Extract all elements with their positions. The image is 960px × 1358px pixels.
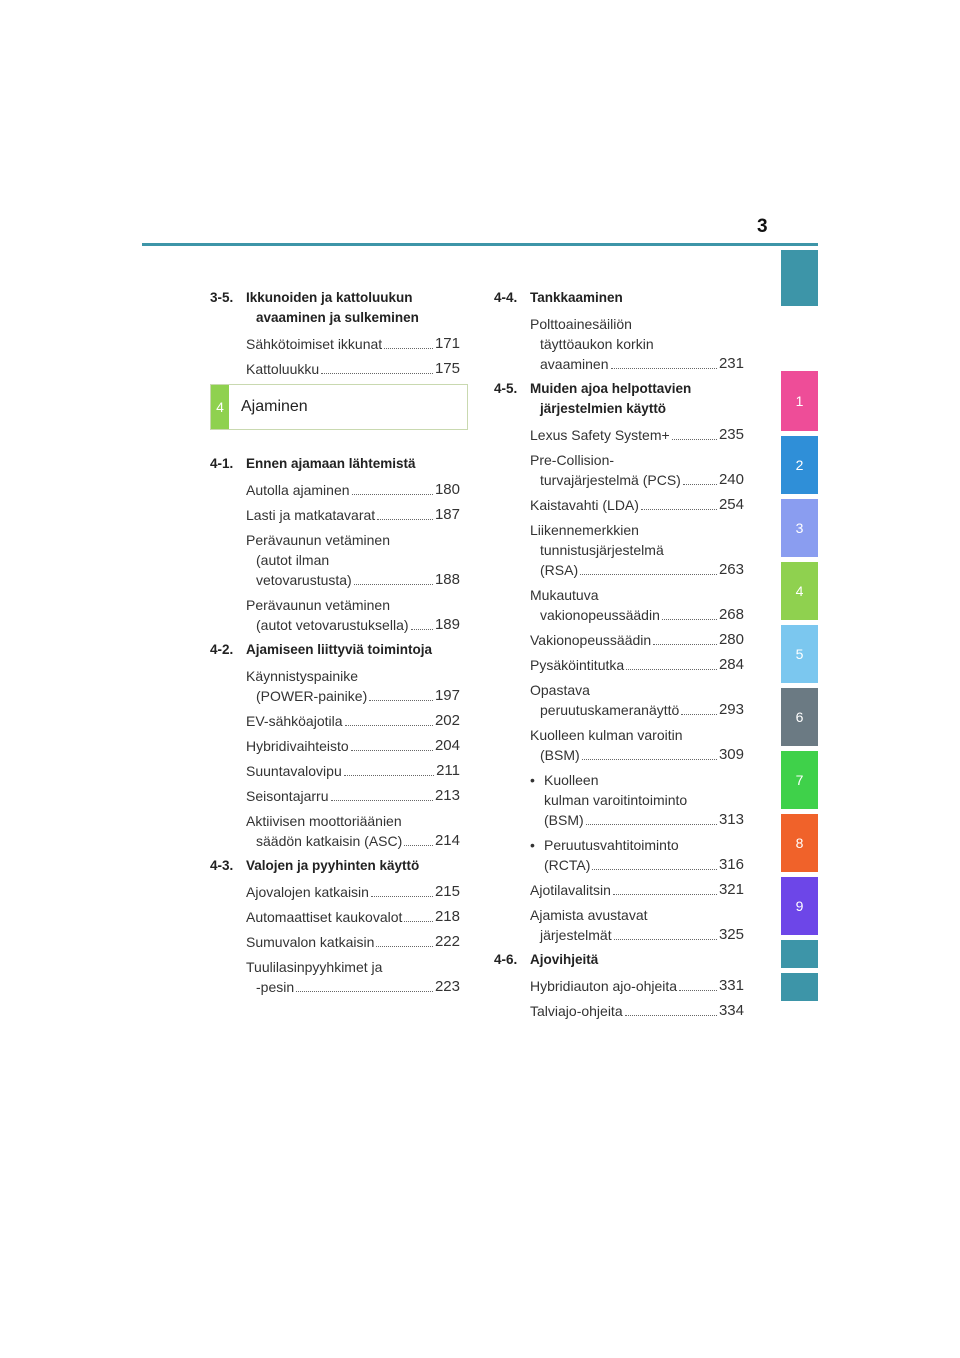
section-number: 4-3.: [210, 858, 234, 873]
page-ref: 222: [434, 933, 460, 950]
page-ref: 211: [436, 762, 460, 779]
toc-entry[interactable]: [494, 680, 744, 720]
chapter-tab-6[interactable]: 6: [781, 688, 818, 746]
leader-dots: [672, 439, 717, 440]
section-heading[interactable]: [210, 856, 460, 876]
bullet-marker: •: [530, 772, 535, 788]
toc-entry[interactable]: [210, 359, 460, 379]
leader-dots: [613, 894, 717, 895]
leader-dots: [296, 991, 433, 992]
section-heading[interactable]: [494, 379, 744, 419]
toc-left-column: [210, 288, 460, 1002]
toc-entry[interactable]: [494, 1001, 744, 1021]
entry-title-cont: vakionopeussäädin: [540, 607, 660, 623]
toc-entry[interactable]: [210, 595, 460, 635]
entry-title: Opastava: [530, 682, 590, 698]
page-ref: 240: [718, 471, 744, 488]
entry-title: Seisontajarru: [246, 788, 329, 804]
leader-dots: [625, 1015, 717, 1016]
entry-title: Hybridiauton ajo-ohjeita: [530, 978, 678, 994]
bullet-marker: •: [530, 837, 535, 853]
section-title: Valojen ja pyyhinten käyttö: [246, 858, 420, 873]
section-heading[interactable]: [494, 288, 744, 308]
entry-title: Aktiivisen moottoriäänien: [246, 813, 402, 829]
leader-dots: [411, 629, 433, 630]
toc-entry[interactable]: [494, 314, 744, 374]
page-ref: 235: [718, 426, 744, 443]
leader-dots: [679, 990, 717, 991]
page-ref: 180: [434, 481, 460, 498]
leader-dots: [641, 509, 717, 510]
entry-title: Peruutusvahtitoiminto: [544, 837, 679, 853]
page-ref: 215: [434, 883, 460, 900]
entry-title-cont: tunnistusjärjestelmä: [540, 542, 664, 558]
toc-entry[interactable]: [210, 711, 460, 731]
entry-title-cont: vetovarustusta): [256, 572, 352, 588]
entry-title: Tuulilasinpyyhkimet ja: [246, 959, 383, 975]
leader-dots: [626, 669, 717, 670]
leader-dots: [344, 775, 434, 776]
page-ref: 202: [434, 712, 460, 729]
page-ref: 309: [718, 746, 744, 763]
page-ref: 254: [718, 496, 744, 513]
toc-right-column: [494, 288, 744, 1026]
entry-title: EV-sähköajotila: [246, 713, 343, 729]
entry-title: Automaattiset kaukovalot: [246, 909, 403, 925]
entry-title: Hybridivaihteisto: [246, 738, 349, 754]
leader-dots: [681, 714, 717, 715]
page-ref: 263: [718, 561, 744, 578]
chapter-tab-1[interactable]: 1: [781, 371, 818, 431]
toc-entry[interactable]: [494, 976, 744, 996]
chapter-tab-4[interactable]: 4: [781, 562, 818, 620]
entry-title-cont: kulman varoitintoiminto: [544, 792, 688, 808]
chapter-title: Ajaminen: [241, 398, 308, 415]
leader-dots: [683, 484, 717, 485]
toc-entry[interactable]: [210, 882, 460, 902]
page-ref: 293: [718, 701, 744, 718]
section-number: 4-5.: [494, 381, 518, 396]
chapter-tab-5[interactable]: 5: [781, 625, 818, 683]
entry-title: Kattoluukku: [246, 361, 320, 377]
section-number: 4-1.: [210, 456, 234, 471]
chapter-tab-2[interactable]: 2: [781, 436, 818, 494]
leader-dots: [352, 494, 433, 495]
section-title-cont: järjestelmien käyttö: [540, 401, 667, 416]
chapter-tab-3[interactable]: 3: [781, 499, 818, 557]
entry-title-cont: (autot vetovarustuksella): [256, 617, 409, 633]
toc-entry[interactable]: [210, 736, 460, 756]
leader-dots: [351, 750, 433, 751]
leader-dots: [582, 759, 717, 760]
entry-title: Käynnistyspainike: [246, 668, 359, 684]
section-title: Muiden ajoa helpottavien: [530, 381, 692, 396]
page-ref: 280: [718, 631, 744, 648]
section-title: Ennen ajamaan lähtemistä: [246, 456, 416, 471]
leader-dots: [404, 845, 433, 846]
leader-dots: [369, 700, 433, 701]
page-ref: 325: [718, 926, 744, 943]
page-ref: 331: [718, 977, 744, 994]
entry-title-cont: (BSM): [544, 812, 584, 828]
toc-entry[interactable]: [494, 725, 744, 765]
entry-title: Kuolleen: [544, 772, 599, 788]
page-ref: 214: [434, 832, 460, 849]
section-number: 4-4.: [494, 290, 518, 305]
leader-dots: [371, 896, 433, 897]
leader-dots: [662, 619, 717, 620]
section-heading[interactable]: [210, 288, 460, 328]
page-ref: 171: [434, 335, 460, 352]
toc-entry[interactable]: [210, 666, 460, 706]
entry-title: Ajovalojen katkaisin: [246, 884, 369, 900]
page-ref: 175: [434, 360, 460, 377]
toc-entry[interactable]: [210, 907, 460, 927]
leader-dots: [580, 574, 717, 575]
entry-title: Ajamista avustavat: [530, 907, 648, 923]
page-ref: 188: [434, 571, 460, 588]
entry-title-cont: peruutuskameranäyttö: [540, 702, 680, 718]
page-ref: 204: [434, 737, 460, 754]
entry-title-cont: täyttöaukon korkin: [540, 336, 654, 352]
leader-dots: [592, 869, 717, 870]
toc-entry[interactable]: [494, 880, 744, 900]
entry-title: Kuolleen kulman varoitin: [530, 727, 683, 743]
toc-entry[interactable]: [494, 520, 744, 580]
section-number: 3-5.: [210, 290, 234, 305]
chapter-tab-7[interactable]: 7: [781, 751, 818, 809]
entry-title-cont: (BSM): [540, 747, 580, 763]
entry-title-cont: (RCTA): [544, 857, 591, 873]
section-title: Ajamiseen liittyviä toimintoja: [246, 642, 433, 657]
leader-dots: [611, 368, 717, 369]
section-title-cont: avaaminen ja sulkeminen: [256, 310, 419, 325]
toc-entry[interactable]: [210, 811, 460, 851]
chapter-tab-8[interactable]: 8: [781, 814, 818, 872]
toc-entry[interactable]: [494, 630, 744, 650]
page-ref: 223: [434, 978, 460, 995]
toc-entry[interactable]: [210, 761, 460, 781]
toc-subentry[interactable]: [494, 835, 744, 875]
toc-entry[interactable]: [210, 480, 460, 500]
toc-entry[interactable]: [494, 655, 744, 675]
toc-entry[interactable]: [210, 530, 460, 590]
entry-title: Sumuvalon katkaisin: [246, 934, 375, 950]
entry-title: Ajotilavalitsin: [530, 882, 611, 898]
header-rule: [142, 243, 818, 246]
page-ref: 334: [718, 1002, 744, 1019]
entry-title-cont: -pesin: [256, 979, 295, 995]
leader-dots: [331, 800, 433, 801]
entry-title: Perävaunun vetäminen: [246, 532, 390, 548]
page-ref: 316: [718, 856, 744, 873]
leader-dots: [586, 824, 717, 825]
section-number: 4-2.: [210, 642, 234, 657]
toc-entry[interactable]: [494, 495, 744, 515]
leader-dots: [614, 939, 717, 940]
entry-title: Lasti ja matkatavarat: [246, 507, 376, 523]
leader-dots: [354, 584, 433, 585]
page-ref: 187: [434, 506, 460, 523]
entry-title: Autolla ajaminen: [246, 482, 350, 498]
leader-dots: [345, 725, 433, 726]
entry-title: Sähkötoimiset ikkunat: [246, 336, 383, 352]
toc-entry[interactable]: [210, 957, 460, 997]
chapter-tab-blank[interactable]: [781, 940, 818, 968]
page-ref: 231: [718, 355, 744, 372]
entry-title: Pre-Collision-: [530, 452, 615, 468]
entry-title-cont: (POWER-painike): [256, 688, 368, 704]
chapter-tab-9[interactable]: 9: [781, 877, 818, 935]
entry-title: Liikennemerkkien: [530, 522, 639, 538]
entry-title: Pysäköintitutka: [530, 657, 625, 673]
section-heading[interactable]: [210, 640, 460, 660]
entry-title: Lexus Safety System+: [530, 427, 670, 443]
page-ref: 268: [718, 606, 744, 623]
entry-title-cont: avaaminen: [540, 356, 609, 372]
chapter-heading-box[interactable]: [210, 384, 468, 430]
page-ref: 313: [718, 811, 744, 828]
entry-title-cont: järjestelmät: [540, 927, 612, 943]
page-ref: 218: [434, 908, 460, 925]
chapter-tab-blank[interactable]: [781, 973, 818, 1001]
toc-entry[interactable]: [210, 932, 460, 952]
entry-title: Mukautuva: [530, 587, 599, 603]
section-heading[interactable]: [210, 454, 460, 474]
leader-dots: [404, 921, 433, 922]
entry-title-cont: (autot ilman: [256, 552, 330, 568]
toc-entry[interactable]: [494, 450, 744, 490]
page-ref: 197: [434, 687, 460, 704]
entry-title-cont: (RSA): [540, 562, 579, 578]
entry-title: Vakionopeussäädin: [530, 632, 652, 648]
chapter-tab-blank[interactable]: [781, 250, 818, 306]
section-title: Ajovihjeitä: [530, 952, 599, 967]
toc-entry[interactable]: [210, 786, 460, 806]
toc-subentry[interactable]: [494, 770, 744, 830]
toc-entry[interactable]: [210, 505, 460, 525]
leader-dots: [377, 519, 433, 520]
chapter-number-chip: 4: [211, 385, 229, 429]
page-ref: 284: [718, 656, 744, 673]
page-number: 3: [757, 216, 768, 237]
page-ref: 321: [718, 881, 744, 898]
page-ref: 213: [434, 787, 460, 804]
entry-title: Kaistavahti (LDA): [530, 497, 639, 513]
leader-dots: [321, 373, 433, 374]
leader-dots: [384, 348, 433, 349]
entry-title-cont: säädön katkaisin (ASC): [256, 833, 403, 849]
toc-entry[interactable]: [210, 334, 460, 354]
entry-title: Perävaunun vetäminen: [246, 597, 390, 613]
section-heading[interactable]: [494, 950, 744, 970]
page-ref: 189: [434, 616, 460, 633]
section-number: 4-6.: [494, 952, 518, 967]
entry-title: Talviajo-ohjeita: [530, 1003, 623, 1019]
entry-title: Polttoainesäiliön: [530, 316, 632, 332]
section-title: Tankkaaminen: [530, 290, 623, 305]
toc-entry[interactable]: [494, 585, 744, 625]
toc-entry[interactable]: [494, 905, 744, 945]
leader-dots: [653, 644, 717, 645]
entry-title: Suuntavalovipu: [246, 763, 342, 779]
section-title: Ikkunoiden ja kattoluukun: [246, 290, 413, 305]
entry-title-cont: turvajärjestelmä (PCS): [540, 472, 681, 488]
toc-entry[interactable]: [494, 425, 744, 445]
leader-dots: [376, 946, 433, 947]
